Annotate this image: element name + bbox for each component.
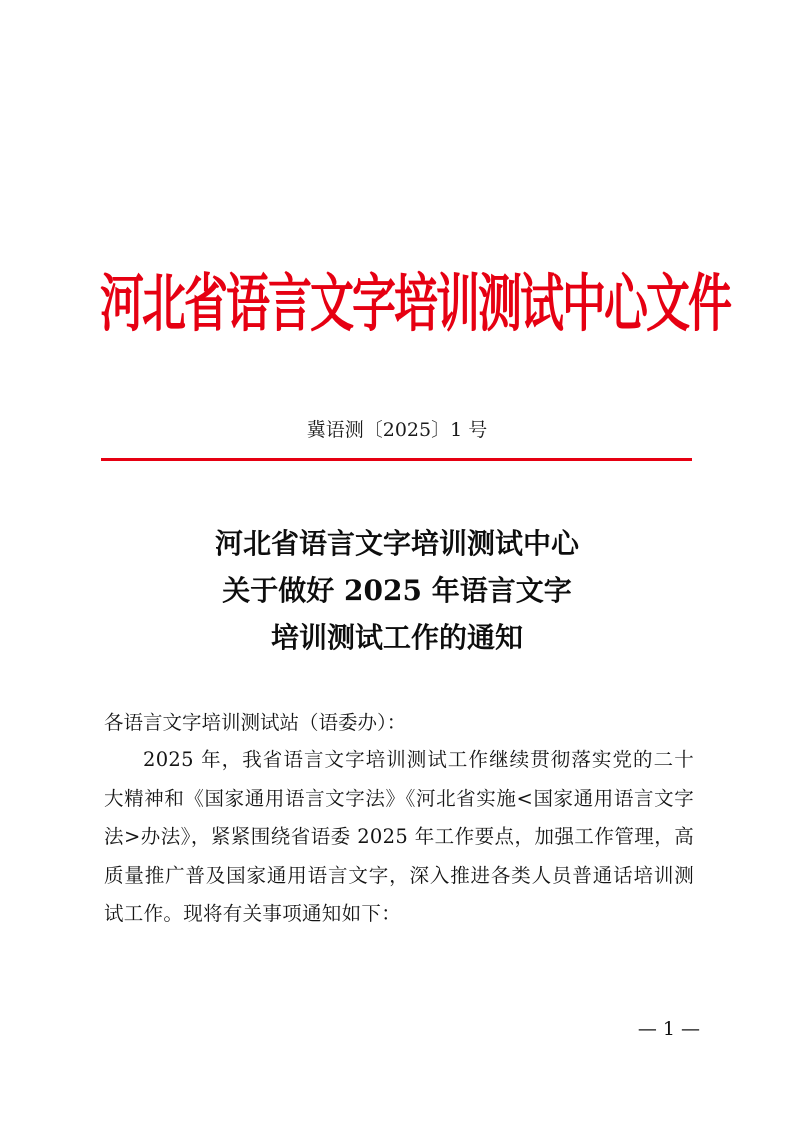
notice-title <box>0 520 794 661</box>
issuer-header-title: 河北省语言文字培训测试中心文件 <box>100 268 730 341</box>
notice-title-line-2: 关于做好 2025 年语言文字 <box>222 574 572 607</box>
document-number: 冀语测〔2025〕1 号 <box>306 419 488 441</box>
notice-title-line-3: 培训测试工作的通知 <box>270 621 523 654</box>
body-paragraph: 2025 年，我省语言文字培训测试工作继续贯彻落实党的二十大精神和《国家通用语言文字法》《河北省实施<国家通用语言文字法>办法》，紧紧围绕省语委 2025 年工作要点，加强工作管理，高质量推广普及国家通用语言文字，深入推进各类人员普通话培训测试工作。现将有关事项通知如下： <box>104 748 694 925</box>
addressee: 各语言文字培训测试站（语委办）： <box>104 711 407 734</box>
notice-title-line-1: 河北省语言文字培训测试中心 <box>214 527 579 560</box>
red-separator-line <box>101 458 692 461</box>
page-number: — 1 — <box>637 1018 700 1040</box>
